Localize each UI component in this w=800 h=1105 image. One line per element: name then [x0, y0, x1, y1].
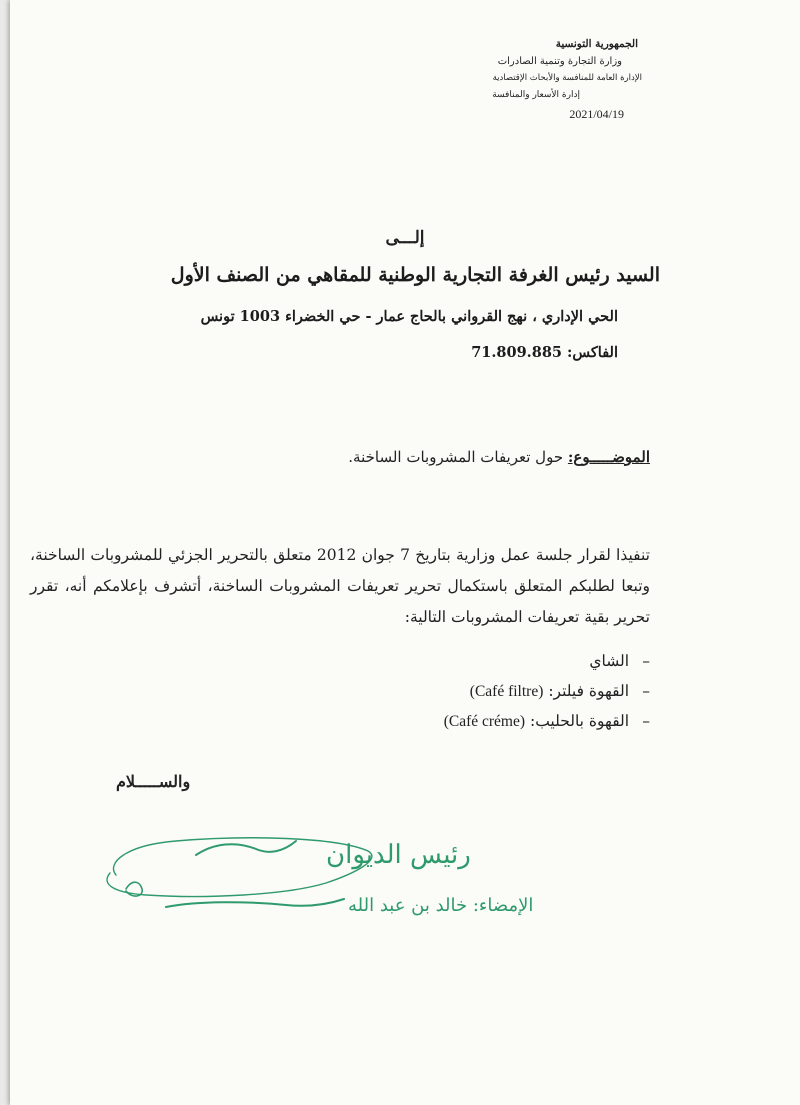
subject-text: حول تعريفات المشروبات الساخنة. — [348, 448, 564, 466]
letterhead — [422, 36, 642, 122]
drinks-list — [230, 648, 650, 738]
list-item: – الشاي — [589, 652, 650, 670]
to-label: إلـــى — [385, 228, 425, 248]
recipient-fax: الفاكس: 71.809.885 — [471, 344, 618, 361]
closing-salutation: والســـــلام — [116, 772, 191, 791]
subject-line — [348, 448, 650, 466]
body-paragraph: تنفيذا لقرار جلسة عمل وزارية بتاريخ 7 جوان 2012 متعلق بالتحرير الجزئي للمشروبات الساخنة، وتبعا لطلبكم المتعلق باستكمال تحرير تعريفات المشروبات الساخنة، أتشرف بإعلامكم أنه، تقرر تحرير بقية تعريفات المشروبات التالية: — [30, 546, 650, 626]
letter-date: 2021/04/19 — [569, 107, 624, 121]
letterhead-republic: الجمهورية التونسية — [555, 38, 638, 50]
signature-title: رئيس الديوان — [326, 840, 471, 870]
signature-name: الإمضاء: خالد بن عبد الله — [348, 895, 534, 916]
letterhead-ministry: وزارة التجارة وتنمية الصادرات — [497, 56, 622, 67]
letter-page — [10, 0, 800, 1105]
signature-stamp — [86, 815, 534, 925]
list-item: – القهوة بالحليب: (Café créme) — [443, 712, 650, 730]
letterhead-department: إدارة الأسعار والمنافسة — [492, 90, 580, 100]
list-item: – القهوة فيلتر: (Café filtre) — [469, 682, 650, 700]
subject-label: الموضـــــوع: — [567, 448, 650, 466]
recipient-address: الحي الإداري ، نهج القرواني بالحاج عمار - حي الخضراء 1003 تونس — [200, 308, 618, 325]
recipient-title: السيد رئيس الغرفة التجارية الوطنية للمقاهي من الصنف الأول — [170, 264, 660, 286]
letterhead-directorate-general: الإدارة العامة للمنافسة والأبحاث الإقتصادية — [492, 73, 642, 83]
